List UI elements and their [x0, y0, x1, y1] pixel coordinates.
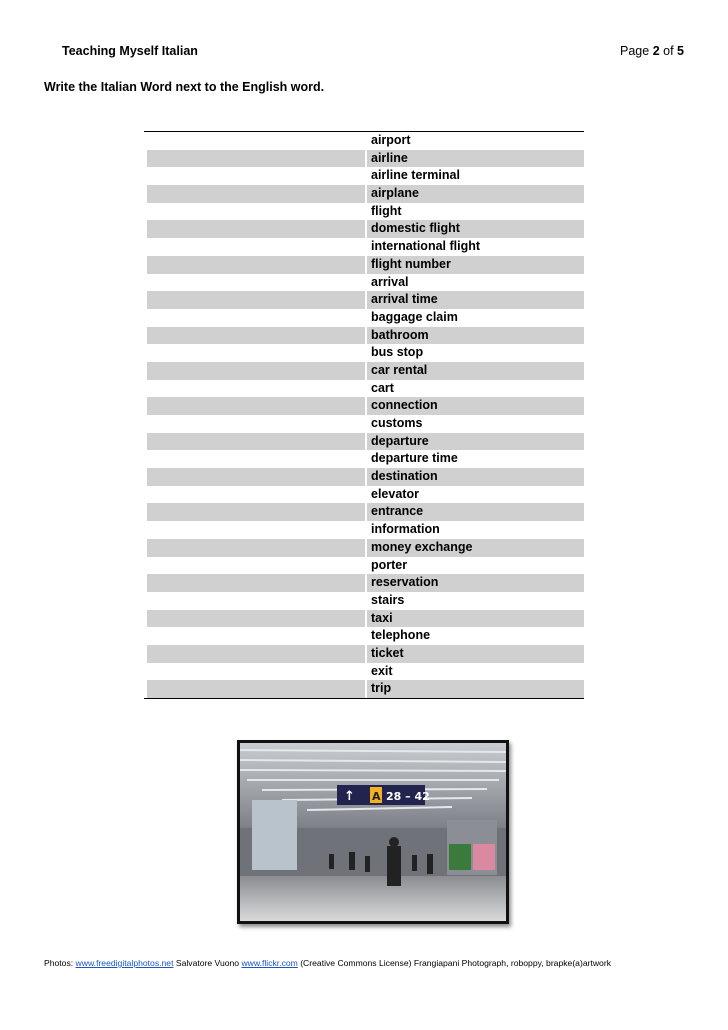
vocab-row [144, 521, 584, 539]
italian-answer-cell[interactable] [147, 397, 365, 415]
english-word: international flight [371, 239, 481, 254]
italian-answer-cell[interactable] [147, 362, 365, 380]
italian-answer-cell[interactable] [147, 663, 365, 681]
english-word: departure [367, 433, 584, 451]
italian-answer-cell[interactable] [147, 468, 365, 486]
italian-answer-cell[interactable] [147, 327, 365, 345]
italian-answer-cell[interactable] [147, 185, 365, 203]
vocab-row [144, 680, 584, 698]
vocab-row [144, 610, 584, 628]
english-word: airplane [367, 185, 584, 203]
vocab-row [144, 344, 584, 362]
italian-answer-cell[interactable] [147, 291, 365, 309]
english-word: cart [371, 380, 394, 395]
credits-text-1: Salvatore Vuono [173, 958, 242, 968]
english-word: entrance [367, 503, 584, 521]
vocab-row [144, 380, 584, 398]
vocab-row [144, 574, 584, 592]
vocab-row [144, 592, 584, 610]
vocab-row [144, 203, 584, 221]
italian-answer-cell[interactable] [147, 274, 365, 292]
english-word: arrival [371, 274, 409, 289]
vocab-row [144, 327, 584, 345]
italian-answer-cell[interactable] [147, 220, 365, 238]
italian-answer-cell[interactable] [147, 450, 365, 468]
vocab-row [144, 274, 584, 292]
italian-answer-cell[interactable] [147, 433, 365, 451]
italian-answer-cell[interactable] [147, 203, 365, 221]
vocab-row [144, 362, 584, 380]
english-word: airline terminal [371, 168, 460, 183]
english-word: arrival time [367, 291, 584, 309]
flickr-link[interactable]: www.flickr.com [241, 958, 298, 968]
page-current: 2 [652, 44, 660, 58]
vocab-row [144, 167, 584, 185]
english-word: telephone [371, 628, 431, 643]
vocab-row [144, 256, 584, 274]
english-word: ticket [367, 645, 584, 663]
vocab-row [144, 291, 584, 309]
english-word: taxi [367, 610, 584, 628]
vocab-row [144, 557, 584, 575]
sign-arrow-label: ↑ [344, 789, 355, 804]
vocab-row [144, 238, 584, 256]
italian-answer-cell[interactable] [147, 539, 365, 557]
vocab-row [144, 539, 584, 557]
english-word: flight [371, 203, 402, 218]
airport-photo-image [237, 740, 509, 924]
english-word: domestic flight [367, 220, 584, 238]
english-word: porter [371, 557, 408, 572]
page-total: 5 [677, 44, 684, 58]
english-word: elevator [371, 486, 419, 501]
page-of: of [663, 44, 674, 58]
vocab-row [144, 397, 584, 415]
english-word: airline [367, 150, 584, 168]
vocab-row [144, 627, 584, 645]
italian-answer-cell[interactable] [147, 645, 365, 663]
english-word: reservation [367, 574, 584, 592]
english-word: money exchange [367, 539, 584, 557]
italian-answer-cell[interactable] [147, 167, 365, 185]
english-word: flight number [367, 256, 584, 274]
vocab-row [144, 663, 584, 681]
credits-prefix: Photos: [44, 958, 76, 968]
vocab-row [144, 503, 584, 521]
italian-answer-cell[interactable] [147, 486, 365, 504]
vocab-row [144, 415, 584, 433]
english-word: airport [371, 133, 411, 147]
italian-answer-cell[interactable] [147, 380, 365, 398]
vocab-row [144, 433, 584, 451]
italian-answer-cell[interactable] [147, 592, 365, 610]
italian-answer-cell[interactable] [147, 521, 365, 539]
instruction-text: Write the Italian Word next to the English word. [44, 80, 325, 94]
english-word: bathroom [367, 327, 584, 345]
vocab-row [144, 132, 584, 150]
credits-text-2: (Creative Commons License) Frangiapani Photograph, roboppy, brapke(a)artwork [297, 958, 611, 968]
english-word: exit [371, 663, 393, 678]
english-word: departure time [371, 451, 458, 466]
vocab-row [144, 185, 584, 203]
italian-answer-cell[interactable] [147, 680, 365, 698]
italian-answer-cell[interactable] [147, 256, 365, 274]
freedigitalphotos-link[interactable]: www.freedigitalphotos.net [75, 958, 174, 968]
english-word: trip [367, 680, 584, 698]
italian-answer-cell[interactable] [147, 503, 365, 521]
italian-answer-cell[interactable] [147, 238, 365, 256]
english-word: connection [367, 397, 584, 415]
italian-answer-cell[interactable] [147, 557, 365, 575]
english-word: car rental [367, 362, 584, 380]
page-indicator [620, 44, 684, 58]
italian-answer-cell[interactable] [147, 150, 365, 168]
italian-answer-cell[interactable] [147, 309, 365, 327]
english-word: customs [371, 416, 423, 430]
italian-answer-cell[interactable] [147, 574, 365, 592]
vocabulary-table [144, 131, 584, 699]
english-word: information [371, 522, 440, 537]
photo-credits [44, 958, 611, 968]
english-word: baggage claim [371, 309, 458, 324]
italian-answer-cell[interactable] [147, 415, 365, 433]
english-word: destination [367, 468, 584, 486]
airport-photo [237, 740, 509, 924]
vocab-row [144, 645, 584, 663]
italian-answer-cell[interactable] [147, 344, 365, 362]
sign-letter-label: A [372, 790, 381, 803]
vocab-row [144, 309, 584, 327]
italian-answer-cell[interactable] [147, 610, 365, 628]
italian-answer-cell[interactable] [147, 627, 365, 645]
english-word: bus stop [371, 345, 424, 360]
italian-answer-cell[interactable] [147, 132, 365, 150]
vocab-row [144, 486, 584, 504]
vocab-row [144, 150, 584, 168]
sign-gates-label: 28 – 42 [386, 790, 430, 803]
english-word: stairs [371, 592, 405, 607]
document-header-title: Teaching Myself Italian [62, 44, 198, 58]
vocab-row [144, 220, 584, 238]
vocab-row [144, 450, 584, 468]
vocab-row [144, 468, 584, 486]
page-prefix: Page [620, 44, 650, 58]
